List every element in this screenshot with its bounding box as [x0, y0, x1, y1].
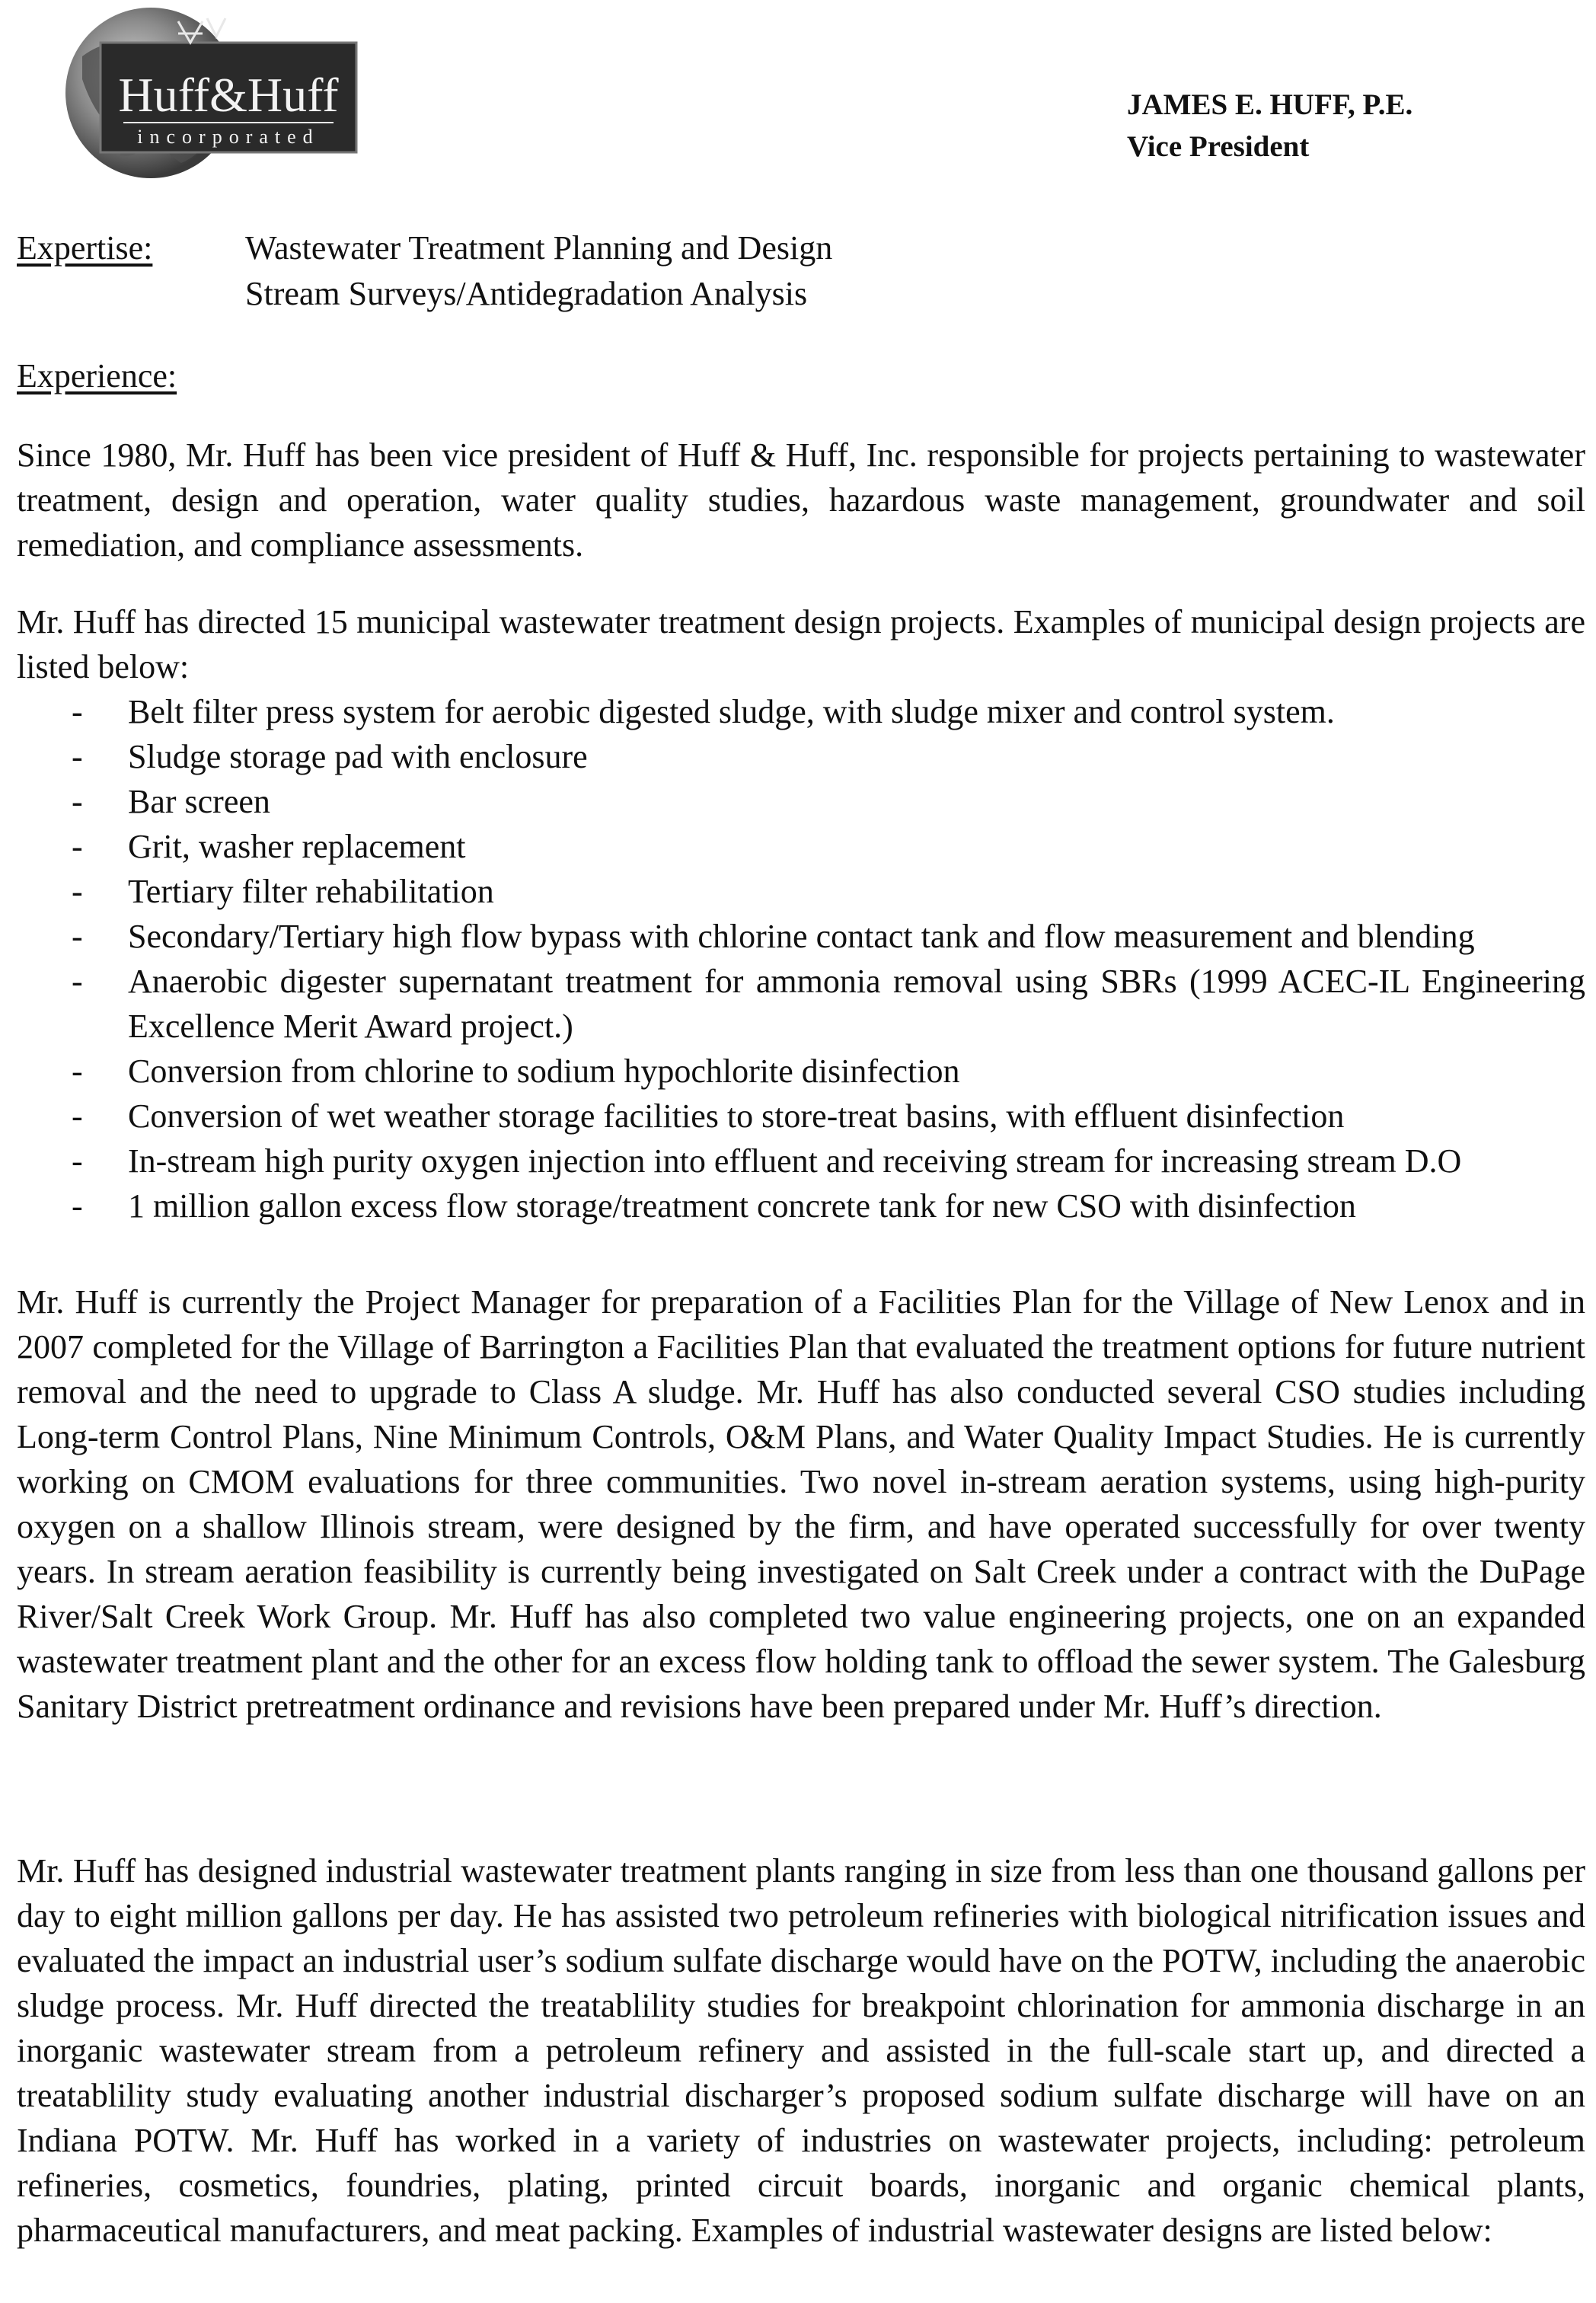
experience-label: Experience: — [17, 357, 177, 394]
list-item: - Bar screen — [17, 779, 1585, 824]
list-item: - Secondary/Tertiary high flow bypass with chlorine contact tank and flow measurement and blending — [17, 914, 1585, 959]
list-item: - Belt filter press system for aerobic digested sludge, with sludge mixer and control system. — [17, 689, 1585, 734]
expertise-list — [245, 225, 832, 317]
paragraph-municipal: Mr. Huff has directed 15 municipal wastewater treatment design projects. Examples of municipal design projects are listed below: — [17, 603, 1585, 685]
paragraph-industrial: Mr. Huff has designed industrial wastewater treatment plants ranging in size from less than one thousand gallons per day to eight million gallons per day. He has assisted two petroleum refineries with biological nitrification issues and evaluated the impact an industrial user’s sodium sulfate discharge would have on the POTW, including the anaerobic sludge process. Mr. Huff directed the treatablility studies for breakpoint chlorination for ammonia discharge in an inorganic wastewater stream from a petroleum refinery and assisted in the full-scale start up, and directed a treatablility study evaluating another industrial discharger’s proposed sodium sulfate discharge will have on an Indiana POTW. Mr. Huff has worked in a variety of industries on wastewater projects, including: petroleum refineries, cosmetics, foundries, plating, printed circuit boards, inorganic and organic chemical plants, pharmaceutical manufacturers, and meat packing. Examples of industrial wastewater designs are listed below: — [17, 1852, 1585, 2249]
person-title: Vice President — [1127, 130, 1310, 163]
paragraph-intro: Since 1980, Mr. Huff has been vice president of Huff & Huff, Inc. responsible for projects pertaining to wastewater treatment, design and operation, water quality studies, hazardous waste management, groundwater and soil remediation, and compliance assessments. — [17, 436, 1585, 564]
list-item: - 1 million gallon excess flow storage/treatment concrete tank for new CSO with disinfection — [17, 1183, 1585, 1228]
header-block — [1127, 84, 1412, 168]
person-name: JAMES E. HUFF, P.E. — [1127, 88, 1413, 121]
list-item: - Grit, washer replacement — [17, 824, 1585, 869]
list-item: - Anaerobic digester supernatant treatment for ammonia removal using SBRs (1999 ACEC-IL Engineering Excellence Merit Award project.) — [17, 959, 1585, 1049]
expertise-item: Wastewater Treatment Planning and Design — [245, 229, 833, 267]
logo-name: Huff&Huff — [118, 68, 339, 122]
list-item: - Conversion of wet weather storage facilities to store-treat basins, with effluent disinfection — [17, 1094, 1585, 1139]
expertise-label: Expertise: — [17, 229, 153, 267]
municipal-projects-list — [17, 689, 1585, 1228]
company-logo — [29, 3, 364, 183]
expertise-item: Stream Surveys/Antidegradation Analysis — [245, 275, 808, 312]
paragraph-cso-studies: Mr. Huff is currently the Project Manager for preparation of a Facilities Plan for the Village of New Lenox and in 2007 completed for the Village of Barrington a Facilities Plan that evaluated the treatment options for future nutrient removal and the need to upgrade to Class A sludge. Mr. Huff has also conducted several CSO studies including Long-term Control Plans, Nine Minimum Controls, O&M Plans, and Water Quality Impact Studies. He is currently working on CMOM evaluations for three communities. Two novel in-stream aeration systems, using high-purity oxygen on a shallow Illinois stream, were designed by the firm, and have operated successfully for over twenty years. In stream aeration feasibility is currently being investigated on Salt Creek under a contract with the DuPage River/Salt Creek Work Group. Mr. Huff has also completed two value engineering projects, one on an expanded wastewater treatment plant and the other for an excess flow holding tank to offload the sewer system. The Galesburg Sanitary District pretreatment ordinance and revisions have been prepared under Mr. Huff’s direction. — [17, 1283, 1585, 1725]
list-item: - Sludge storage pad with enclosure — [17, 734, 1585, 779]
list-item: - Tertiary filter rehabilitation — [17, 869, 1585, 914]
list-item: - Conversion from chlorine to sodium hypochlorite disinfection — [17, 1049, 1585, 1094]
list-item: - In-stream high purity oxygen injection into effluent and receiving stream for increasing stream D.O — [17, 1139, 1585, 1183]
logo-subtitle: incorporated — [137, 126, 320, 148]
